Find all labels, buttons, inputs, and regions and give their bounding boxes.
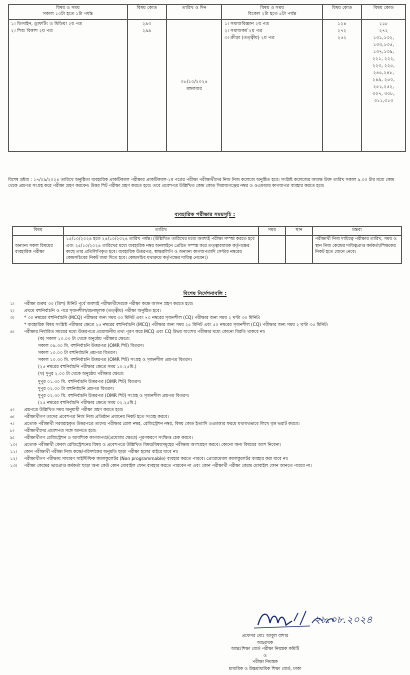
morning-time-label: সকাল ১০টা হতে ১টা পর্যন্ত bbox=[42, 12, 93, 17]
afternoon-codes-cell bbox=[322, 20, 361, 152]
instruction-number: ১২। bbox=[10, 457, 18, 463]
practical-time-cell bbox=[259, 236, 286, 264]
instruction-number bbox=[24, 386, 38, 393]
signatory-title: আহ্বায়ক bbox=[256, 640, 274, 646]
subject-code-header: বিষয় কোড bbox=[127, 5, 166, 20]
afternoon-code: ২৭২ bbox=[337, 29, 347, 34]
code-item: ১৩১,১৩২, bbox=[373, 36, 394, 41]
exam-date: ০৮/১০/২০২৪ bbox=[180, 79, 208, 85]
instruction-item bbox=[10, 428, 406, 435]
code-list-cell bbox=[362, 20, 406, 152]
afternoon-header-label: বিষয় ও সময় bbox=[260, 6, 284, 11]
instruction-item bbox=[10, 336, 406, 343]
instruction-item bbox=[10, 442, 406, 449]
signatory-name: প্রফেসর মোঃ আবুল বাশার bbox=[241, 634, 289, 639]
signatory-board: মাধ্যমিক ও উচ্চমাধ্যমিক শিক্ষা বোর্ড, ঢাকা bbox=[228, 666, 302, 672]
signatory-position: পরীক্ষা নিয়ন্ত্রক bbox=[252, 660, 278, 666]
special-note: বিশেষ দ্রষ্টব্য : ১৭/০৯/২০২৪ তারিখে অনুষ্ঠিত্য ব্যবহারিক প্রাকটিক্যাল পরীক্ষার প্রাকটিক্যাল-১ম পত্রের পরীক্ষা পরীক্ষার্থীদের নিজ নিজ কলেজে অনুষ্ঠিত হবে। সংশ্লিষ্ট কলেজের অধ্যক্ষ উক্ত তারিখ সকাল ৯.০০ টার মধ্যে কেন্দ্র থেকে প্রশ্নপত্র সংগ্রহ করে পরীক্ষা গ্রহণ করবেন। উত্তর শিট পরীক্ষা গ্রহণ করতে হবে। তবে প্রবেশপত্র উল্লিখিত কেন্দ্র কোড সিরাজগঞ্জের নম্বর ও ওএমআর কাগজপত্র ব্যবহার করতে হবে। bbox=[8, 178, 395, 190]
instruction-item bbox=[10, 308, 406, 315]
code-item: ২২১, ২২২, bbox=[372, 57, 395, 62]
date-cell bbox=[167, 20, 222, 152]
instruction-number: ১। bbox=[10, 302, 15, 307]
signature-image bbox=[250, 603, 400, 633]
instruction-item bbox=[10, 379, 406, 386]
morning-subject: ২। শিশু বিকাশ ২য় পত্র bbox=[11, 29, 53, 34]
instruction-text: পরীক্ষা কেন্দ্রের ভারপ্রাপ্ত কর্মকর্তা ছাড়া অন্য কেউ কোন মোবাইল ফোন ব্যবহার করতে পারবেন না এবং কোন পরীক্ষার্থী পরীক্ষা কেন্দ্রে মোবাইল ফোন আনতে পারবে না। bbox=[24, 464, 312, 470]
instruction-text: (ক) সকাল ১০.০০ টা থেকে অনুষ্ঠেয় পরীক্ষার ক্ষেত্রে: bbox=[38, 337, 131, 343]
afternoon-subject: ৩। ক্রীড়া (তত্ত্বীয়) ২য় পত্র bbox=[224, 36, 275, 41]
instruction-item bbox=[10, 421, 406, 428]
instruction-text: দুপুর ০২.৩০ মি. বহুনির্বাচনি উত্তরপত্র (OMR শিট) সংগ্রহ ও সৃজনশীল প্রশ্নপত্র বিতরণ। bbox=[38, 393, 190, 399]
instruction-text: পরীক্ষার্থীগণ তাদের প্রবেশপত্র নিজ নিজ প্রতিষ্ঠান প্রধানের নিকট হতে সংগ্রহ করবে। bbox=[24, 414, 169, 420]
instruction-item bbox=[10, 400, 406, 407]
instruction-item bbox=[10, 322, 406, 329]
morning-codes-cell bbox=[127, 20, 166, 152]
code-item: ১৩৩,১৩৫, bbox=[373, 43, 394, 48]
instruction-item bbox=[10, 364, 406, 371]
instruction-item bbox=[10, 386, 406, 393]
instruction-number: ৫। bbox=[10, 407, 15, 413]
code-item: ৩০৭, ৩০৮, bbox=[372, 92, 395, 97]
code-item: ৩১১,৩১৩ bbox=[373, 99, 394, 104]
morning-code: ২৯৯ bbox=[142, 29, 152, 34]
instruction-number: ৯। bbox=[10, 435, 15, 441]
afternoon-subjects-cell bbox=[222, 20, 322, 152]
instruction-number: ১১। bbox=[10, 449, 18, 455]
instruction-number bbox=[24, 336, 38, 343]
instruction-text: প্রত্যেক পরীক্ষার্থী কেবল রেজিস্ট্রেশনের বিষয় ও প্রবেশপত্রে উল্লিখিত বিষয়/বিষয়সমূহের পরীক্ষায় অংশগ্রহণ করবে। কোনো অন্য বিষয়ের অংশ নিবেনা। bbox=[24, 442, 282, 448]
practical-date-cell: ১৫/১০/২০২৪ হতে ২৪/১০/২০২৪ তারিখ পর্যন্ত। (উল্লিখিত তারিখের মধ্যে অবশ্যই পরীক্ষা সম্পন্ন করতে হবে এবং ২৫/১০/২০২৪ তারিখের মধ্যে ব্যবহারিক নম্বর অনলাইনে প্রেরিত সম্পন্ন করে তত্ত্বাবধায়ক কর্তৃপক্ষের কাছে তার প্রতিলিপিকৃত হবে। ব্যবহারিক উত্তরপত্র, স্বাক্ষরলিপি ও অন্যান্য কাগজপত্রাদি সেন্টার নম্বরের কেন্দ্রসচিবের নিকট জমা দিতে হবে। কেন্দ্রসচিব যথাক্রমে কর্তৃপক্ষের দায়িত্ব নেবেন।) bbox=[64, 236, 259, 264]
morning-subjects-cell bbox=[9, 20, 128, 152]
instruction-number: ২। bbox=[10, 309, 15, 315]
instruction-item bbox=[10, 456, 406, 463]
morning-code: ২৯৩ bbox=[142, 22, 152, 27]
instruction-text: প্রশ্নপত্রে উল্লিখিত সময় অনুযায়ী পরীক্ষা গ্রহণ করতে হবে। bbox=[24, 407, 124, 413]
afternoon-code-header: বিষয় কোড bbox=[322, 5, 361, 20]
practical-place-header: স্থান bbox=[286, 227, 313, 236]
practical-heading: ব্যবহারিক পরীক্ষার সময়সূচি : bbox=[174, 212, 236, 218]
instruction-item bbox=[10, 315, 406, 322]
instruction-item bbox=[10, 435, 406, 442]
instruction-number: ১৩। bbox=[10, 464, 18, 470]
instruction-text: পরীক্ষা শুরুর ৩০ (ত্রিশ) মিনিট পূর্বে অবশ্যই পরীক্ষার্থীদেরকে পরীক্ষা কক্ষে আসন গ্রহণ করতে হবে। bbox=[24, 302, 194, 307]
instruction-item bbox=[10, 371, 406, 378]
instruction-text: পরীক্ষার্থীগণ পরীক্ষায় সাধারণ সাইন্টিফিক ক্যালকুলেটর (Non programmable) ব্যবহার করতে পারবে। প্রোগ্রামেবল ক্যালকুলেটর ব্যবহার করা যাবে না। bbox=[24, 457, 289, 463]
signatory-conjunction: ও bbox=[263, 653, 267, 659]
instruction-item bbox=[10, 414, 406, 421]
instruction-item bbox=[10, 407, 406, 414]
practical-place-cell bbox=[286, 236, 313, 264]
practical-subject-cell: অন্যান্য সকল বিষয়ের ব্যবহারিক পরীক্ষা bbox=[13, 236, 64, 264]
code-item: ২৪৯, ২৫০, bbox=[372, 78, 395, 83]
instruction-number bbox=[24, 393, 38, 400]
instructions-heading: বিশেষ নির্দেশনাবলি : bbox=[183, 291, 227, 297]
practical-remark-header: মন্তব্য bbox=[313, 227, 402, 236]
practical-time-header: সময় bbox=[259, 227, 286, 236]
instruction-item bbox=[10, 329, 406, 336]
afternoon-subject-header bbox=[222, 5, 322, 20]
afternoon-code: ২৫২ bbox=[337, 36, 347, 41]
instruction-text: সকাল ০৯.৩০ মি. বহুনির্বাচনি উত্তরপত্র (OMR শিট) বিতরণ। bbox=[38, 344, 145, 350]
afternoon-subject: ২। সমাজকর্ম ২য় পত্র bbox=[224, 29, 263, 34]
instruction-text: * ৩০ নম্বরের বহুনির্বাচনি (MCQ) পরীক্ষার জন্য সময় ৩০ মিনিট এবং ৭০ নম্বরের সৃজনশীল (CQ) পরীক্ষার জন্য সময় ২ ঘণ্টা ৩০ মিনিট। bbox=[24, 316, 261, 322]
instruction-number: ৪। bbox=[10, 330, 15, 336]
instruction-item bbox=[10, 343, 406, 350]
exam-day: মঙ্গলবার bbox=[186, 86, 202, 92]
instruction-number: ১০। bbox=[10, 442, 18, 448]
code-item: ১৩৭,১৩৯, bbox=[373, 50, 394, 55]
instruction-text: পরীক্ষার্থীদের প্রবেশপত্র সঙ্গে আনতে হবে। bbox=[24, 428, 97, 434]
code-item: ২৫১,২৫২, bbox=[373, 85, 394, 90]
morning-subject: ১। ডিসাইন, ড্রাফটিং ও মিডিয়া ২য় পত্র bbox=[11, 22, 83, 27]
signatory-committee: আন্তঃশিক্ষা বোর্ড পরীক্ষা নিয়ন্ত্রক কমিটি bbox=[231, 647, 299, 653]
instructions-list bbox=[10, 301, 406, 470]
practical-schedule-table bbox=[12, 226, 402, 264]
instruction-item bbox=[10, 463, 406, 470]
instruction-number bbox=[24, 371, 38, 378]
code-item: ২৭২ bbox=[379, 29, 389, 34]
instruction-text: প্রত্যেক পরীক্ষার্থী সরবরাহকৃত উত্তরপত্রে তাদের পরীক্ষার রোল নম্বর, রেজিস্ট্রেশন নম্বর, বিষয় কোড ইত্যাদি ওএমআর ফরমে যথাযথভাবে লিখে বৃত্ত ভরাট করবে। bbox=[24, 421, 300, 427]
practical-remark-cell: পরীক্ষার্থী নিজ দায়িত্বে পরীক্ষার তারিখ, সময় ও স্থান নিজ কেন্দ্রের দায়িত্বপ্রাপ্ত কর্মকর্তা/শিক্ষকের নিকট হতে জেনে নেবে। bbox=[313, 236, 402, 264]
exam-schedule-table bbox=[8, 4, 406, 152]
instruction-text: কোন পরীক্ষার্থী পরীক্ষা নিজ কক্ষে/পরিদর্শকের অনুমতি ছাড়া পরীক্ষা হলের বাইরে যাবে না। bbox=[24, 449, 179, 455]
instruction-number bbox=[24, 343, 38, 350]
instruction-text: প্রথমে বহুনির্বাচনি ও পরে সৃজনশীল/রচনামূলক (তত্ত্বীয়) পরীক্ষা অনুষ্ঠিত হবে। bbox=[24, 309, 161, 315]
instruction-number bbox=[24, 350, 38, 357]
instruction-text: সকাল ১০.০০ টা বহুনির্বাচনি প্রশ্নপত্র বিতরণ। bbox=[38, 351, 117, 357]
instruction-text: (খ) দুপুর ২.০০ টা থেকে অনুষ্ঠেয় পরীক্ষার ক্ষেত্রে: bbox=[38, 372, 125, 378]
instruction-item bbox=[10, 301, 406, 308]
instruction-text: দুপুর ০১.৩০ মি. বহুনির্বাচনি উত্তরপত্র (OMR শিট) বিতরণ। bbox=[38, 379, 142, 385]
instruction-number bbox=[24, 357, 38, 364]
code-item: ১১৮ bbox=[379, 22, 389, 27]
instruction-number: ৬। bbox=[10, 414, 15, 420]
instruction-text: দুপুর ০২.০০ টা বহুনির্বাচনি প্রশ্নপত্র বিতরণ। bbox=[38, 386, 115, 392]
afternoon-subject: ১। সমাজবিজ্ঞান ২য় পত্র bbox=[224, 22, 270, 27]
instruction-text: (২৫ নম্বরের বহুনির্বাচনি পরীক্ষার ক্ষেত্রে সময় ০২.২৫মি.) bbox=[38, 400, 137, 406]
practical-subject-header: বিষয় bbox=[13, 227, 64, 236]
instruction-number: ৩। bbox=[10, 316, 15, 322]
code-item: ২৪৫,২৪৮, bbox=[373, 71, 394, 76]
instruction-item bbox=[10, 350, 406, 357]
instruction-number: ৭। bbox=[10, 421, 15, 427]
date-day-header: তারিখ ও দিন bbox=[167, 5, 222, 20]
afternoon-code: ১২৪ bbox=[337, 22, 347, 27]
instruction-item bbox=[10, 393, 406, 400]
instruction-number bbox=[10, 322, 24, 329]
afternoon-time-label: বিকেল ২টা হতে ৫টা পর্যন্ত bbox=[247, 12, 297, 17]
code-list-header: বিষয় কোড bbox=[362, 5, 406, 20]
morning-header-label: বিষয় ও সময় bbox=[55, 6, 80, 11]
subject-time-header bbox=[9, 5, 128, 20]
instruction-item bbox=[10, 357, 406, 364]
practical-date-header: তারিখ bbox=[64, 227, 259, 236]
code-item: ২২৩, ২২৫, bbox=[372, 64, 395, 69]
instruction-text: * ব্যবহারিক বিষয় সংশ্লিষ্ট পরীক্ষার ক্ষেত্রে ২৫ নম্বরের বহুনির্বাচনি (MCQ) পরীক্ষার জন্য সময় ২৫ মিনিট এবং ৫০ নম্বরের সৃজনশীল (CQ) পরীক্ষার জন্য সময় ২ ঘণ্টা ৩৫ মিনিট। bbox=[24, 323, 329, 329]
instruction-text: (২৫ নম্বরের বহুনির্বাচনি পরীক্ষার ক্ষেত্রে সময় ১০.২৫মি.) bbox=[38, 365, 137, 371]
instruction-number bbox=[24, 400, 38, 407]
instruction-text: সকাল ১০.৩০ মি. বহুনির্বাচনি উত্তরপত্র (OMR শিট) সংগ্রহ ও সৃজনশীল প্রশ্নপত্র বিতরণ। bbox=[38, 358, 193, 364]
instruction-number bbox=[24, 364, 38, 371]
signature-date: ২৮.০৮.২০২৪ bbox=[314, 615, 373, 626]
instruction-number: ৮। bbox=[10, 428, 15, 434]
signatory-block bbox=[200, 634, 330, 674]
instruction-text: পরীক্ষার নির্ধারিত সময়ের মধ্যে উত্তরপত্রে প্রয়োজনীয় তথ্য পূরণ করে MCQ এবং CQ উভয় অংশের পরীক্ষার মধ্যে কোনো বিরতি থাকবে না। bbox=[24, 330, 266, 336]
instruction-text: পরীক্ষার্থীগণ রেজিস্ট্রেশন ও আবশ্যিক কাগজপত্র/(প্রযোজ্য ক্ষেত্রে) পূরণকরণে সংক্ষিপ্ত চেক করবে। bbox=[24, 435, 193, 441]
instruction-number bbox=[24, 379, 38, 386]
instruction-item bbox=[10, 449, 406, 456]
